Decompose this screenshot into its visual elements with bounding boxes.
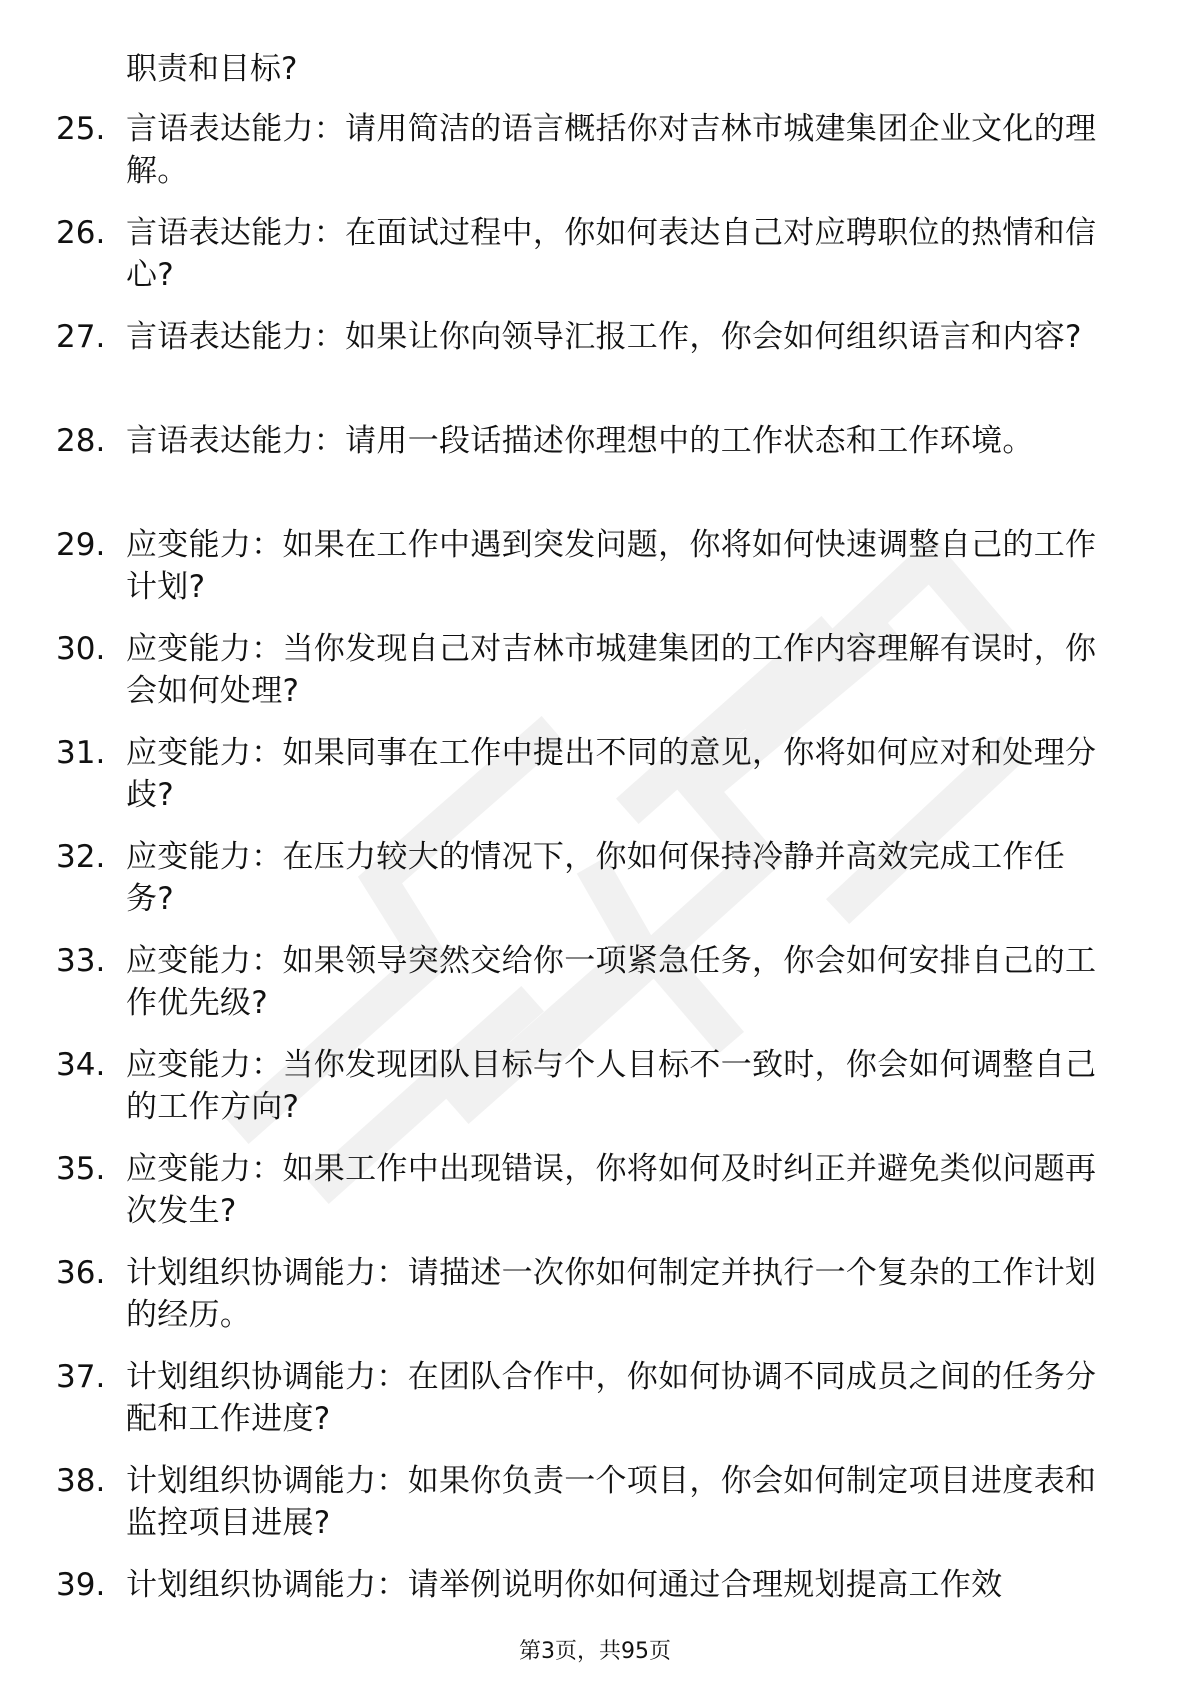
question-number: 26. [56, 215, 106, 251]
question-number: 32. [56, 839, 106, 875]
question-number: 31. [56, 735, 106, 771]
question-number: 35. [56, 1151, 106, 1187]
question-item [56, 212, 1112, 316]
question-item [56, 940, 1112, 1044]
question-text: 应变能力：如果领导突然交给你一项紧急任务，你会如何安排自己的工作优先级? [126, 943, 1097, 1021]
page-footer: 第3页，共95页 [519, 1639, 671, 1664]
question-item [56, 524, 1112, 628]
question-number: 25. [56, 111, 106, 147]
question-text: 计划组织协调能力：请描述一次你如何制定并执行一个复杂的工作计划的经历。 [126, 1255, 1097, 1333]
question-text: 应变能力：当你发现自己对吉林市城建集团的工作内容理解有误时，你会如何处理? [126, 631, 1097, 709]
question-text: 言语表达能力：请用简洁的语言概括你对吉林市城建集团企业文化的理解。 [126, 111, 1097, 189]
question-number: 38. [56, 1463, 106, 1499]
question-text: 应变能力：如果在工作中遇到突发问题，你将如何快速调整自己的工作计划? [126, 527, 1097, 605]
question-number: 34. [56, 1047, 106, 1083]
question-text: 言语表达能力：在面试过程中，你如何表达自己对应聘职位的热情和信心? [126, 215, 1097, 293]
question-text: 言语表达能力：请用一段话描述你理想中的工作状态和工作环境。 [126, 423, 1034, 459]
question-text: 应变能力：如果工作中出现错误，你将如何及时纠正并避免类似问题再次发生? [126, 1151, 1097, 1229]
question-text: 应变能力：当你发现团队目标与个人目标不一致时，你会如何调整自己的工作方向? [126, 1047, 1097, 1125]
question-item [56, 316, 1112, 420]
question-item [56, 732, 1112, 836]
question-text: 言语表达能力：如果让你向领导汇报工作，你会如何组织语言和内容? [126, 319, 1082, 355]
question-text: 应变能力：在压力较大的情况下，你如何保持冷静并高效完成工作任务? [126, 839, 1065, 917]
question-list [56, 108, 1112, 1668]
question-number: 33. [56, 943, 106, 979]
question-item [56, 1252, 1112, 1356]
question-item [56, 1356, 1112, 1460]
question-item [56, 420, 1112, 524]
question-item [56, 108, 1112, 212]
question-text: 计划组织协调能力：在团队合作中，你如何协调不同成员之间的任务分配和工作进度? [126, 1359, 1097, 1437]
question-number: 39. [56, 1567, 106, 1603]
question-item [56, 836, 1112, 940]
question-text: 应变能力：如果同事在工作中提出不同的意见，你将如何应对和处理分歧? [126, 735, 1097, 813]
question-text: 计划组织协调能力：请举例说明你如何通过合理规划提高工作效 [126, 1567, 1003, 1603]
question-item [56, 1148, 1112, 1252]
question-number: 29. [56, 527, 106, 563]
question-item [56, 628, 1112, 732]
question-number: 28. [56, 423, 106, 459]
question-number: 36. [56, 1255, 106, 1291]
question-text: 计划组织协调能力：如果你负责一个项目，你会如何制定项目进度表和监控项目进展? [126, 1463, 1097, 1541]
continuation-line: 职责和目标? [126, 51, 298, 87]
question-number: 30. [56, 631, 106, 667]
question-number: 27. [56, 319, 106, 355]
question-item [56, 1044, 1112, 1148]
question-item [56, 1460, 1112, 1564]
question-number: 37. [56, 1359, 106, 1395]
